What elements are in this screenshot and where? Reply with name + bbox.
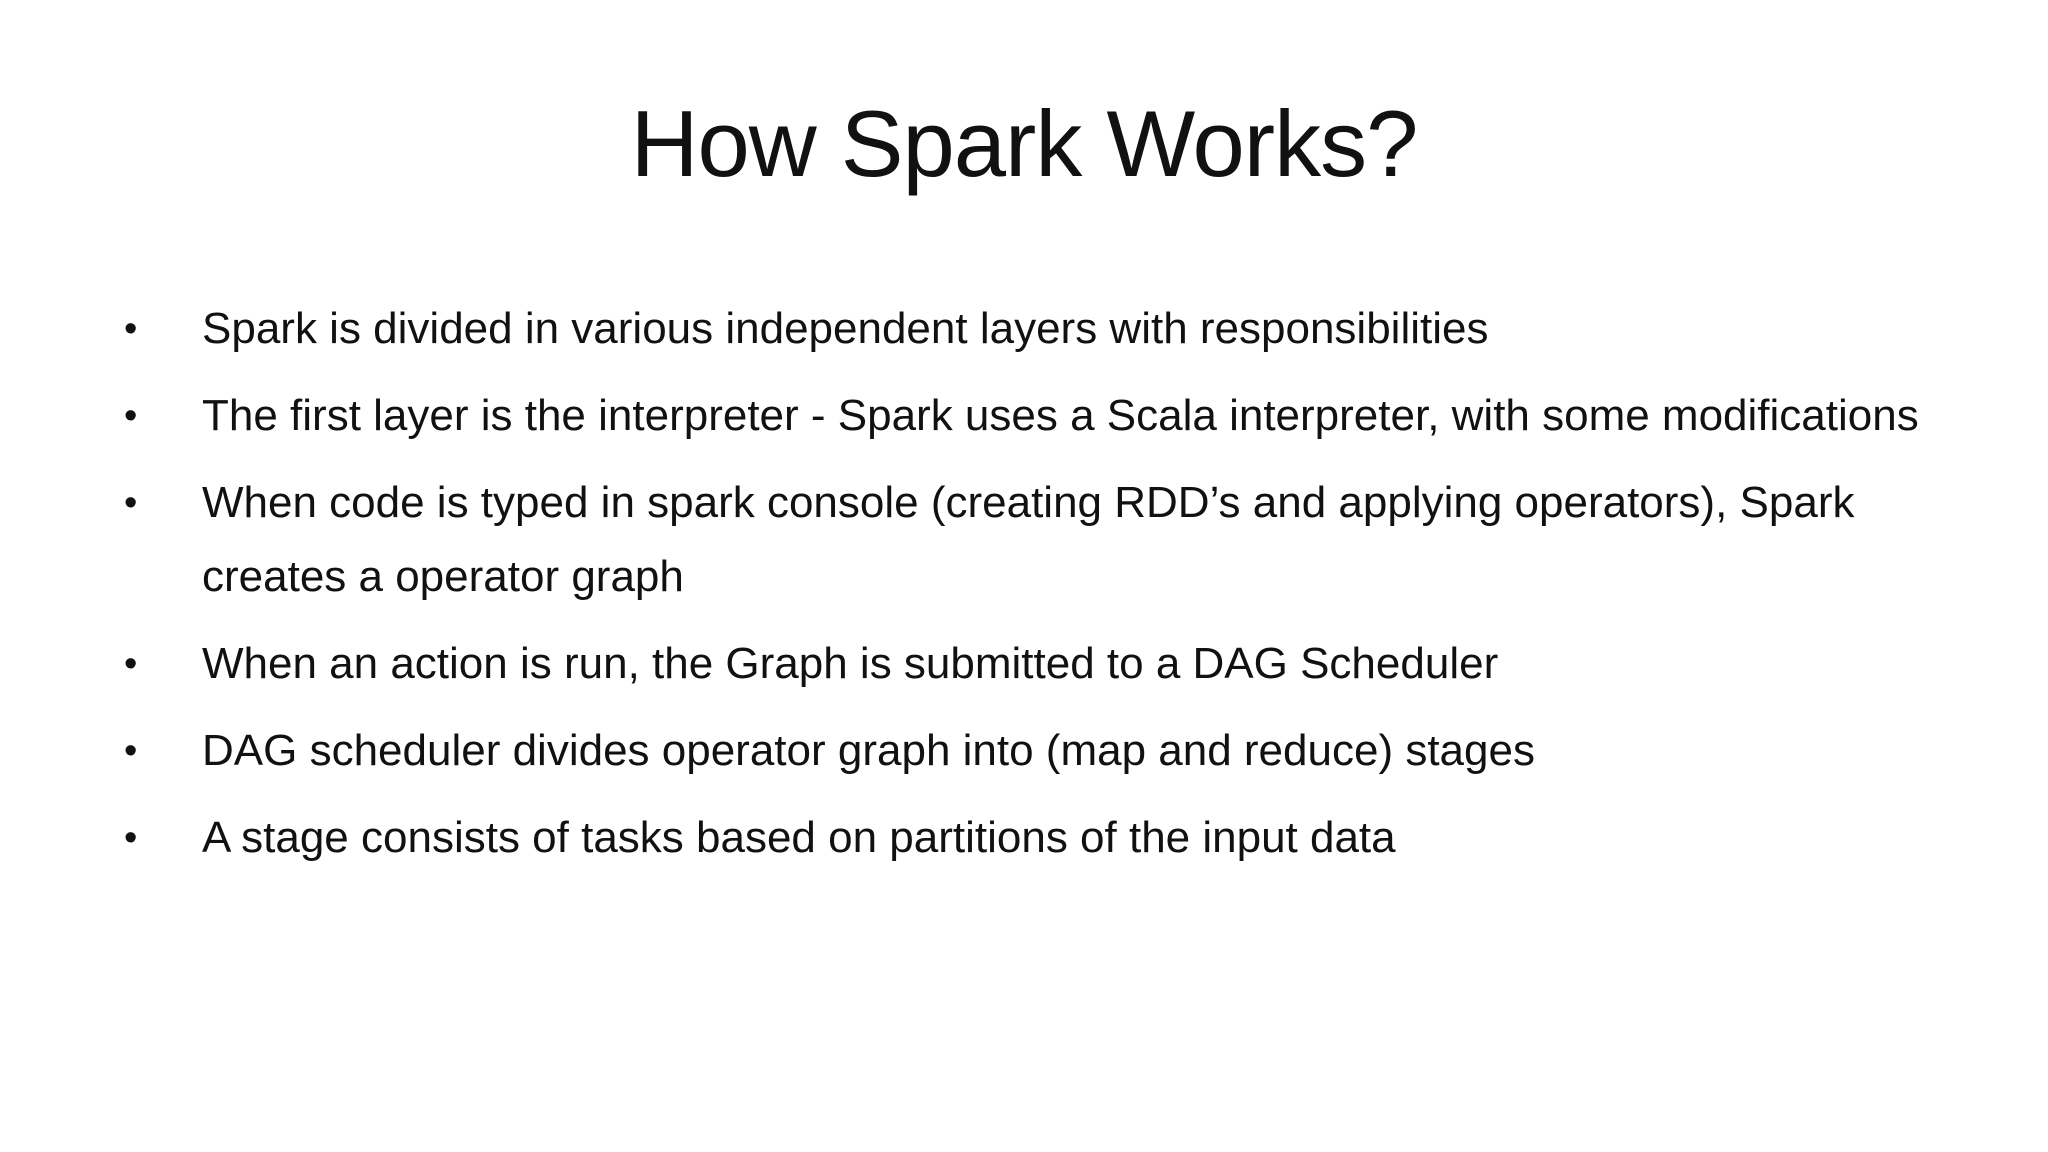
bullet-icon: • <box>124 395 138 437</box>
bullet-text: Spark is divided in various independent layers with responsibilities <box>202 304 1489 353</box>
bullet-text: When an action is run, the Graph is submitted to a DAG Scheduler <box>202 639 1499 688</box>
slide-title: How Spark Works? <box>630 91 1418 196</box>
bullet-icon: • <box>124 482 138 524</box>
bullet-item <box>124 801 1924 875</box>
bullet-item <box>124 466 1924 614</box>
bullet-item <box>124 627 1924 701</box>
bullet-icon: • <box>124 817 138 859</box>
bullet-text: The first layer is the interpreter - Spark uses a Scala interpreter, with some modifications <box>202 391 1919 440</box>
bullet-text: A stage consists of tasks based on partitions of the input data <box>202 813 1396 862</box>
bullet-text: DAG scheduler divides operator graph into (map and reduce) stages <box>202 726 1535 775</box>
bullet-list <box>124 292 1924 888</box>
bullet-icon: • <box>124 730 138 772</box>
bullet-icon: • <box>124 308 138 350</box>
bullet-item <box>124 379 1924 453</box>
bullet-icon: • <box>124 643 138 685</box>
bullet-text: When code is typed in spark console (creating RDD’s and applying operators), Spark creates a operator graph <box>202 478 1855 601</box>
bullet-item <box>124 292 1924 366</box>
bullet-item <box>124 714 1924 788</box>
